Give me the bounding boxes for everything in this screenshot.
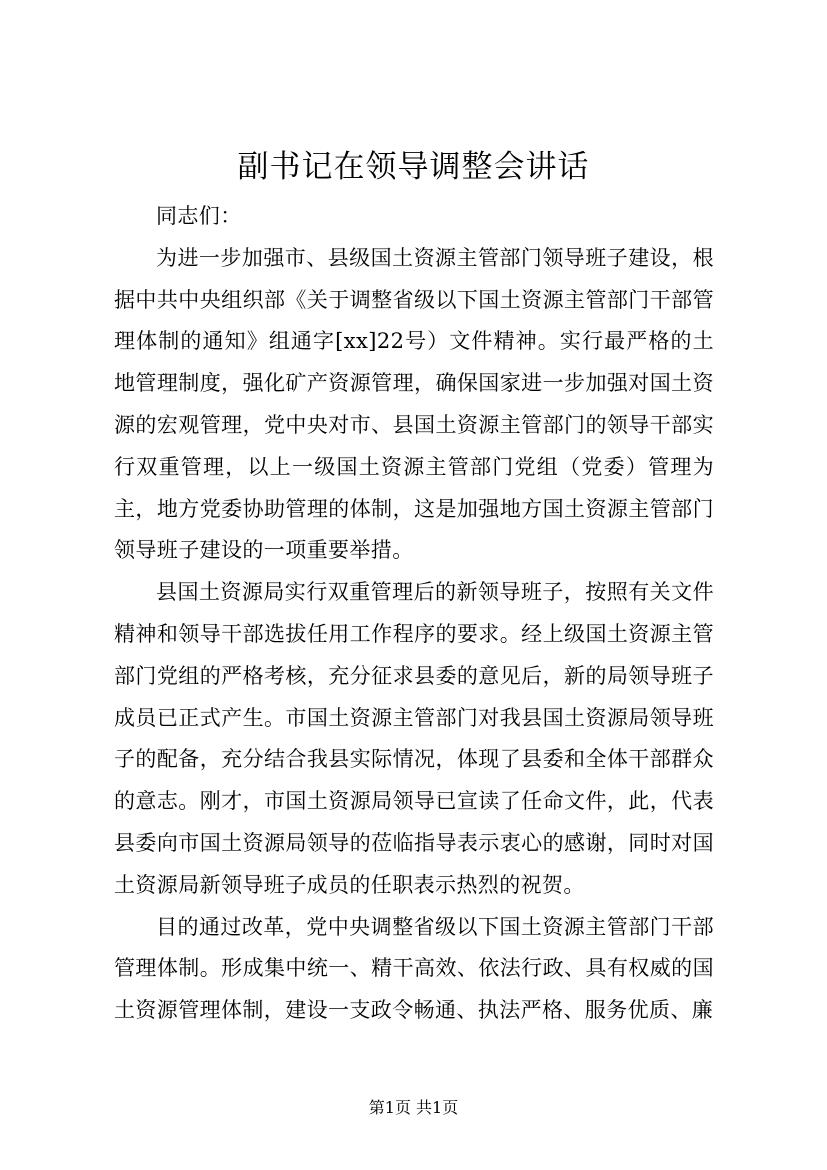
document-body [114,196,714,1032]
paragraph-2: 县国土资源局实行双重管理后的新领导班子，按照有关文件精神和领导干部选拔任用工作程序的要求。经上级国土资源主管部门党组的严格考核，充分征求县委的意见后，新的局领导班子成员已正式产生。市国土资源主管部门对我县国土资源局领导班子的配备，充分结合我县实际情况，体现了县委和全体干部群众的意志。刚才，市国土资源局领导已宣读了任命文件，此，代表县委向市国土资源局领导的莅临指导表示衷心的感谢，同时对国土资源局新领导班子成员的任职表示热烈的祝贺。 [114,580,714,897]
page-number-footer: 第1页 共1页 [368,1098,459,1117]
paragraph-3: 目的通过改革，党中央调整省级以下国土资源主管部门干部管理体制。形成集中统一、精干高效、依法行政、具有权威的国土资源管理体制，建设一支政令畅通、执法严格、服务优质、廉 [114,914,714,1023]
paragraph-1: 为进一步加强市、县级国土资源主管部门领导班子建设，根据中共中央组织部《关于调整省级以下国土资源主管部门干部管理体制的通知》组通字[xx]22号）文件精神。实行最严格的土地管理制度，强化矿产资源管理，确保国家进一步加强对国土资源的宏观管理，党中央对市、县国土资源主管部门的领导干部实行双重管理，以上一级国土资源主管部门党组（党委）管理为主，地方党委协助管理的体制，这是加强地方国土资源主管部门领导班子建设的一项重要举措。 [114,245,714,563]
document-title: 副书记在领导调整会讲话 [237,149,590,185]
salutation: 同志们： [156,204,242,228]
